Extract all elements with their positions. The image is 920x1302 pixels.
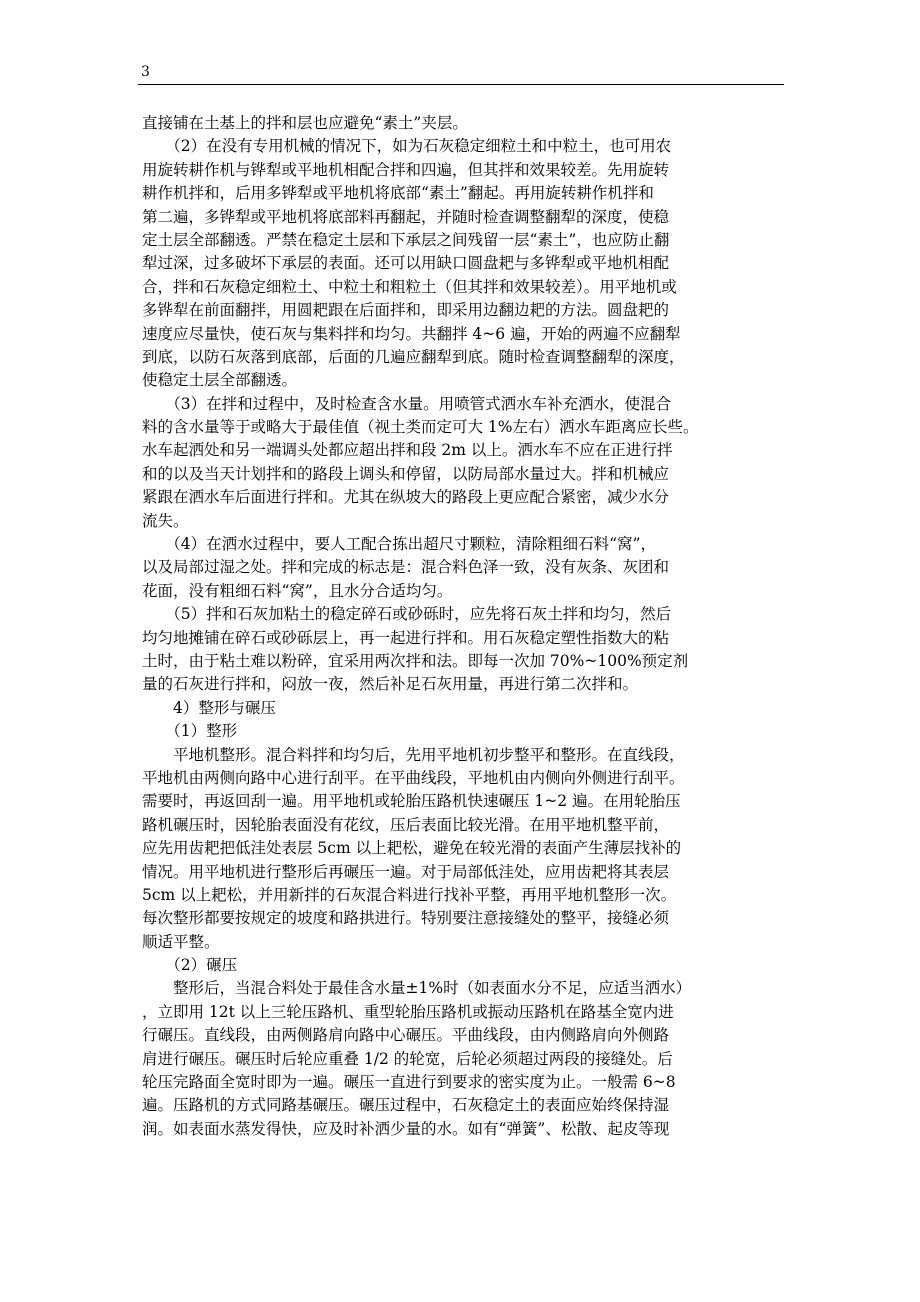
text-line: 平地机由两侧向路中心进行刮平。在平曲线段，平地机由内侧向外侧进行刮平。 — [142, 768, 685, 787]
text-line: 4）整形与碾压 — [142, 698, 276, 717]
text-line: （2）碾压 — [142, 956, 238, 975]
header-rule — [138, 84, 784, 85]
text-line: 和的以及当天计划拌和的路段上调头和停留，以防局部水量过大。拌和机械应 — [142, 464, 670, 483]
text-line: 流失。 — [142, 511, 189, 530]
text-line: 每次整形都要按规定的坡度和路拱进行。特别要注意接缝处的整平，接缝必须 — [142, 909, 670, 928]
text-line: ，立即用 12t 以上三轮压路机、重型轮胎压路机或振动压路机在路基全宽内进 — [142, 1002, 674, 1021]
text-line: 速度应尽量快，使石灰与集料拌和均匀。共翻拌 4~6 遍，开始的两遍不应翻犁 — [142, 324, 681, 343]
text-line: 遍。压路机的方式同路基碾压。碾压过程中，石灰稳定土的表面应始终保持湿 — [142, 1096, 670, 1115]
text-line: 量的石灰进行拌和，闷放一夜，然后补足石灰用量，再进行第二次拌和。 — [142, 675, 639, 694]
page-number: 3 — [141, 64, 150, 80]
text-line: 直接铺在土基上的拌和层也应避免“素土”夹层。 — [142, 114, 468, 132]
text-line: 5cm 以上耙松，并用新拌的石灰混合料进行找补平整，再用平地机整形一次。 — [142, 885, 677, 904]
text-line: 到底，以防石灰落到底部，后面的几遍应翻犁到底。随时检查调整翻犁的深度， — [142, 347, 685, 366]
text-line: （3）在拌和过程中，及时检查含水量。用喷管式洒水车补充洒水，使混合 — [142, 394, 672, 413]
text-line: 紧跟在洒水车后面进行拌和。尤其在纵坡大的路段上更应配合紧密，减少水分 — [142, 488, 670, 507]
text-line: 使稳定土层全部翻透。 — [142, 371, 298, 390]
text-line: 合，拌和石灰稳定细粒土、中粒土和粗粒土（但其拌和效果较差）。用平地机或 — [142, 277, 677, 296]
text-line: 花面，没有粗细石料“窝”，且水分合适均匀。 — [142, 581, 453, 600]
text-line: 顺适平整。 — [142, 932, 220, 951]
text-line: 犁过深，过多破坏下承层的表面。还可以用缺口圆盘耙与多铧犁或平地机相配 — [142, 254, 670, 273]
text-line: 需要时，再返回刮一遍。用平地机或轮胎压路机快速碾压 1~2 遍。在用轮胎压 — [142, 792, 681, 811]
text-line: 整形后，当混合料处于最佳含水量±1%时（如表面水分不足，应适当洒水） — [142, 979, 692, 998]
text-line: 多铧犁在前面翻拌，用圆耙跟在后面拌和，即采用边翻边耙的方法。圆盘耙的 — [142, 301, 670, 320]
text-line: 定土层全部翻透。严禁在稳定土层和下承层之间残留一层“素土”，也应防止翻 — [142, 230, 670, 249]
text-line: 应先用齿耙把低洼处表层 5cm 以上耙松，避免在较光滑的表面产生薄层找补的 — [142, 839, 682, 858]
text-line: 水车起洒处和另一端调头处都应超出拌和段 2m 以上。洒水车不应在正进行拌 — [142, 441, 673, 460]
text-line: 平地机整形。混合料拌和均匀后，先用平地机初步整平和整形。在直线段， — [142, 745, 685, 764]
text-line: 料的含水量等于或略大于最佳值（视土类而定可大 1%左右）洒水车距离应长些。 — [142, 418, 699, 437]
document-body — [142, 112, 792, 1141]
text-line: 肩进行碾压。碾压时后轮应重叠 1/2 的轮宽，后轮必须超过两段的接缝处。后 — [142, 1049, 673, 1068]
text-line: 用旋转耕作机与铧犁或平地机相配合拌和四遍，但其拌和效果较差。先用旋转 — [142, 160, 670, 179]
text-line: 轮压完路面全宽时即为一遍。碾压一直进行到要求的密实度为止。一般需 6~8 — [142, 1073, 676, 1092]
text-line: 耕作机拌和，后用多铧犁或平地机将底部“素土”翻起。再用旋转耕作机拌和 — [142, 184, 654, 203]
text-line: 以及局部过湿之处。拌和完成的标志是：混合料色泽一致，没有灰条、灰团和 — [142, 558, 670, 577]
text-line: 行碾压。直线段，由两侧路肩向路中心碾压。平曲线段，由内侧路肩向外侧路 — [142, 1026, 670, 1045]
text-line: 情况。用平地机进行整形后再碾压一遍。对于局部低洼处，应用齿耙将其表层 — [142, 862, 670, 881]
text-line: （1）整形 — [142, 722, 238, 741]
text-line: （4）在洒水过程中，要人工配合拣出超尺寸颗粒，清除粗细石料“窝”， — [142, 535, 656, 554]
text-line: （2）在没有专用机械的情况下，如为石灰稳定细粒土和中粒土，也可用农 — [142, 137, 672, 156]
text-line: 均匀地摊铺在碎石或砂砾层上，再一起进行拌和。用石灰稳定塑性指数大的粘 — [142, 628, 670, 647]
text-line: 第二遍，多铧犁或平地机将底部料再翻起，并随时检查调整翻犁的深度，使稳 — [142, 207, 670, 226]
text-line: 路机碾压时，因轮胎表面没有花纹，压后表面比较光滑。在用平地机整平前， — [142, 815, 670, 834]
text-line: 润。如表面水蒸发得快，应及时补洒少量的水。如有“弹簧”、松散、起皮等现 — [142, 1119, 670, 1138]
text-line: （5）拌和石灰加粘土的稳定碎石或砂砾时，应先将石灰土拌和均匀，然后 — [142, 605, 672, 624]
text-line: 土时，由于粘土难以粉碎，宜采用两次拌和法。即每一次加 70%~100%预定剂 — [142, 651, 689, 670]
